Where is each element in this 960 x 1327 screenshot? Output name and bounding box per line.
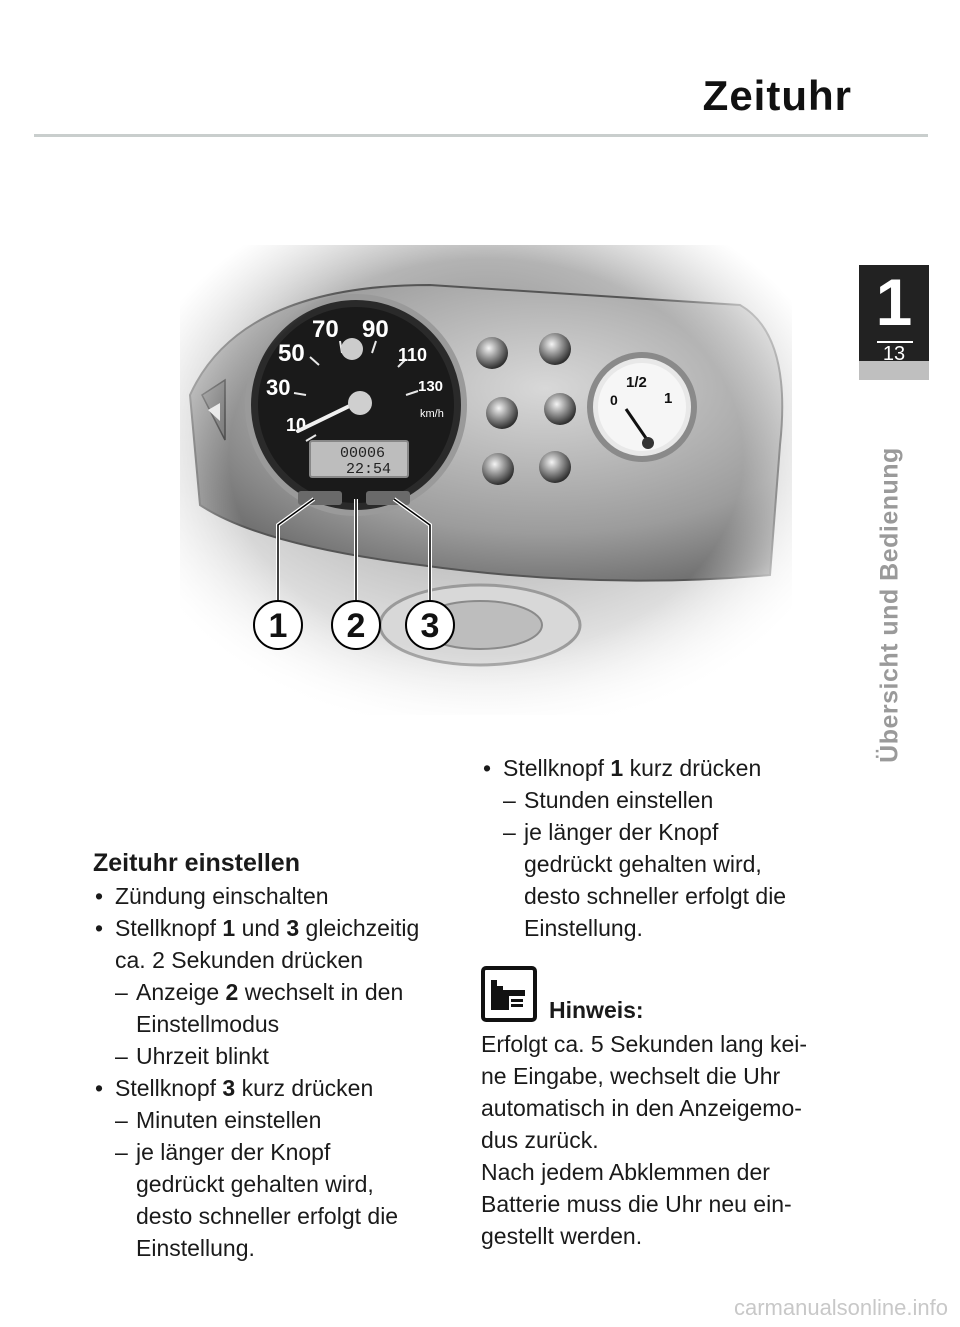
list-item-text: Minuten einstellen	[136, 1107, 322, 1133]
list-item-text: gedrückt gehalten wird,	[524, 851, 762, 877]
sub-list-item	[93, 976, 473, 1040]
note-line: Batterie muss die Uhr neu ein-	[481, 1191, 792, 1217]
list-item-text: wechselt in den	[238, 979, 404, 1005]
right-column	[481, 752, 861, 1252]
display-reference: 2	[225, 979, 239, 1005]
list-item-text: Stellknopf	[503, 755, 611, 781]
callout-3	[406, 601, 454, 649]
list-item-text: gedrückt gehalten wird,	[136, 1171, 374, 1197]
list-item-text: je länger der Knopf	[136, 1139, 331, 1165]
section-label: Übersicht und Bedienung	[875, 447, 904, 763]
note-title: Hinweis:	[549, 997, 644, 1023]
list-item	[481, 752, 861, 784]
note-line: Nach jedem Abklemmen der	[481, 1159, 770, 1185]
sub-list-item	[93, 1104, 473, 1136]
list-item-text: desto schneller erfolgt die	[524, 883, 787, 909]
note-line: Erfolgt ca. 5 Sekunden lang kei-	[481, 1031, 808, 1057]
list-item-text: Anzeige	[136, 979, 226, 1005]
knob-reference: 1	[222, 915, 236, 941]
list-item-text: und	[235, 915, 287, 941]
list-item-text: Zündung einschalten	[115, 883, 329, 909]
list-item-text: Einstellung.	[524, 915, 643, 941]
chapter-tab	[859, 265, 929, 380]
list-item-text: je länger der Knopf	[524, 819, 719, 845]
callout-2	[332, 601, 380, 649]
knob-reference: 1	[610, 755, 624, 781]
note-line: automatisch in den Anzeigemo-	[481, 1095, 802, 1121]
note-line: dus zurück.	[481, 1127, 599, 1153]
list-item-text: Einstellung.	[136, 1235, 255, 1261]
page-number: 13	[882, 343, 906, 365]
list-item	[93, 912, 473, 976]
list-item	[93, 880, 473, 912]
list-item-text: Uhrzeit blinkt	[136, 1043, 269, 1069]
list-item-text: Stellknopf	[115, 1075, 223, 1101]
callout-2-label: 2	[346, 607, 366, 645]
note-header	[481, 966, 861, 1028]
section-heading: Zeituhr einstellen	[93, 849, 300, 877]
list-item-text: gleichzeitig	[299, 915, 420, 941]
list-item-text: Einstellmodus	[136, 1011, 280, 1037]
left-column	[93, 846, 473, 1264]
note-text	[481, 1028, 861, 1252]
page-title: Zeituhr	[702, 72, 852, 119]
list-item-text: desto schneller erfolgt die	[136, 1203, 399, 1229]
watermark: carmanualsonline.info	[733, 1295, 948, 1320]
note-line: gestellt werden.	[481, 1223, 643, 1249]
list-item-text: Stellknopf	[115, 915, 223, 941]
knob-reference: 3	[286, 915, 300, 941]
sub-list-item	[481, 816, 861, 944]
knob-reference: 3	[222, 1075, 236, 1101]
title-divider	[34, 134, 928, 137]
list-item-text: kurz drücken	[623, 755, 762, 781]
note-line: ne Eingabe, wechselt die Uhr	[481, 1063, 781, 1089]
chapter-number: 1	[875, 265, 913, 339]
instrument-cluster-photo	[180, 245, 792, 715]
note-hand-icon	[481, 966, 537, 1022]
callout-3-label: 3	[420, 607, 440, 645]
callout-1-label: 1	[268, 607, 288, 645]
list-item	[93, 1072, 473, 1104]
sub-list-item	[93, 1136, 473, 1264]
callout-1	[254, 601, 302, 649]
list-item-text: ca. 2 Sekunden drücken	[115, 947, 364, 973]
list-item-text: Stunden einstellen	[524, 787, 714, 813]
sub-list-item	[93, 1040, 473, 1072]
list-item-text: kurz drücken	[235, 1075, 374, 1101]
sub-list-item	[481, 784, 861, 816]
